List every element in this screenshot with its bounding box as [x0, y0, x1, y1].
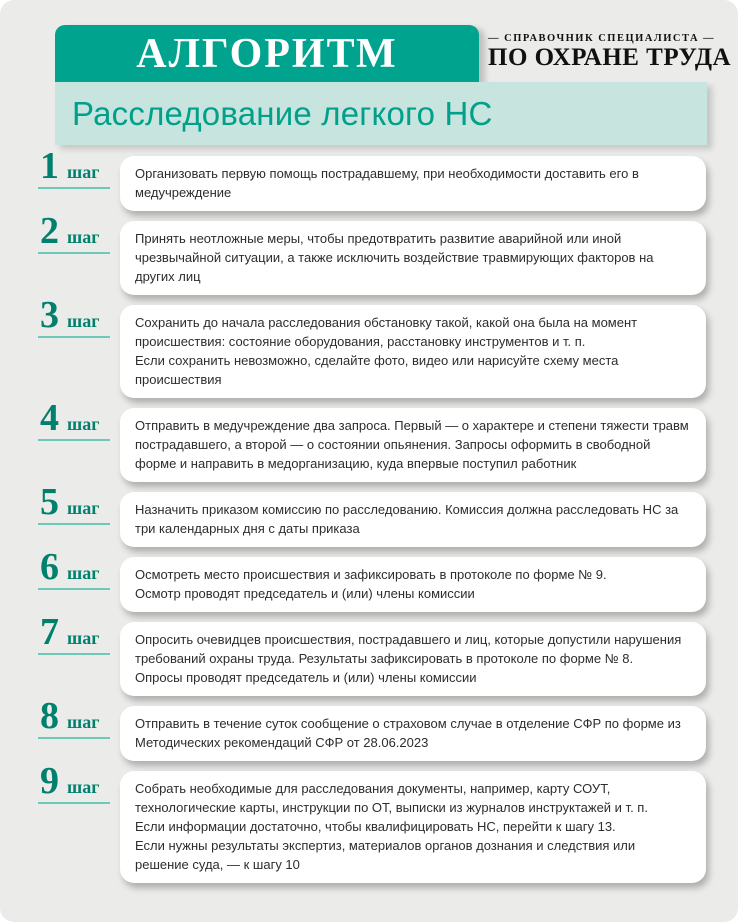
step-word: шаг: [67, 712, 100, 732]
step-label: [38, 546, 110, 590]
step-number: 8: [40, 695, 59, 737]
step-text: Отправить в течение суток сообщение о страховом случае в отделение СФР по форме из Методических рекомендаций СФР от 28.06.2023: [135, 716, 681, 750]
step-word: шаг: [67, 628, 100, 648]
step-text: Если информации достаточно, чтобы квалифицировать НС, перейти к шагу 13.: [135, 819, 616, 834]
step-card: [120, 408, 706, 482]
step-label: [38, 760, 110, 804]
brand-logo: [488, 33, 732, 72]
step-card: [120, 305, 706, 398]
step-word: шаг: [67, 227, 100, 247]
step-text: Организовать первую помощь пострадавшему, при необходимости доставить его в медучреждение: [135, 166, 639, 200]
step-text: Осмотр проводят председатель и (или) члены комиссии: [135, 586, 475, 601]
step-label: [38, 397, 110, 441]
step-word: шаг: [67, 563, 100, 583]
step-text: Опросить очевидцев происшествия, пострадавшего и лиц, которые допустили нарушения требований охраны труда. Результаты зафиксировать в протоколе по форме № 8.: [135, 632, 682, 666]
brand-name: ПО ОХРАНЕ ТРУДА: [488, 44, 732, 71]
step-row: [38, 695, 706, 761]
step-number: 3: [40, 294, 59, 336]
step-number: 1: [40, 145, 59, 187]
subtitle-bar: [55, 82, 707, 145]
step-label: [38, 481, 110, 525]
step-row: [38, 145, 706, 211]
step-number: 4: [40, 397, 59, 439]
step-text: Отправить в медучреждение два запроса. Первый — о характере и степени тяжести травм пострадавшего, а второй — о состоянии опьянения. Запросы оформить в свободной форме и направить в медорганизацию, куда впервые поступил работник: [135, 418, 689, 471]
step-label: [38, 611, 110, 655]
step-text: Если нужны результаты экспертиз, материалов органов дознания и следствия или решение суда, — к шагу 10: [135, 838, 636, 872]
step-card: [120, 622, 706, 696]
step-card: [120, 221, 706, 295]
step-word: шаг: [67, 498, 100, 518]
step-number: 5: [40, 481, 59, 523]
step-word: шаг: [67, 162, 100, 182]
step-label: [38, 210, 110, 254]
brand-tagline: — СПРАВОЧНИК СПЕЦИАЛИСТА —: [488, 33, 716, 44]
step-number: 9: [40, 760, 59, 802]
step-word: шаг: [67, 414, 100, 434]
step-text: Принять неотложные меры, чтобы предотвратить развитие аварийной или иной чрезвычайной ситуации, а также исключить воздействие травмирующих факторов на других лиц: [135, 231, 654, 284]
page-subtitle: Расследование легкого НС: [72, 94, 493, 132]
header-banner: [55, 25, 479, 82]
steps-list: [38, 145, 706, 883]
step-text: Назначить приказом комиссию по расследованию. Комиссия должна расследовать НС за три календарных дня с даты приказа: [135, 502, 679, 536]
step-row: [38, 611, 706, 696]
step-row: [38, 397, 706, 482]
step-label: [38, 145, 110, 189]
step-row: [38, 481, 706, 547]
page-title: АЛГОРИТМ: [136, 30, 398, 77]
step-text: Собрать необходимые для расследования документы, например, карту СОУТ, технологические карты, инструкции по ОТ, выписки из журналов инструктажей и т. п.: [135, 781, 648, 815]
step-card: [120, 492, 706, 547]
step-row: [38, 210, 706, 295]
step-card: [120, 771, 706, 883]
step-number: 7: [40, 611, 59, 653]
step-card: [120, 706, 706, 761]
step-row: [38, 760, 706, 883]
step-card: [120, 156, 706, 211]
step-text: Сохранить до начала расследования обстановку такой, какой она была на момент происшествия: состояние оборудования, расстановку инструментов и т. п.: [135, 315, 638, 349]
step-text: Опросы проводят председатель и (или) члены комиссии: [135, 670, 477, 685]
step-text: Если сохранить невозможно, сделайте фото, видео или нарисуйте схему места происшествия: [135, 353, 619, 387]
step-card: [120, 557, 706, 612]
step-row: [38, 546, 706, 612]
step-label: [38, 294, 110, 338]
step-number: 2: [40, 210, 59, 252]
step-label: [38, 695, 110, 739]
step-word: шаг: [67, 777, 100, 797]
step-number: 6: [40, 546, 59, 588]
step-row: [38, 294, 706, 398]
step-word: шаг: [67, 311, 100, 331]
step-text: Осмотреть место происшествия и зафиксировать в протоколе по форме № 9.: [135, 567, 607, 582]
